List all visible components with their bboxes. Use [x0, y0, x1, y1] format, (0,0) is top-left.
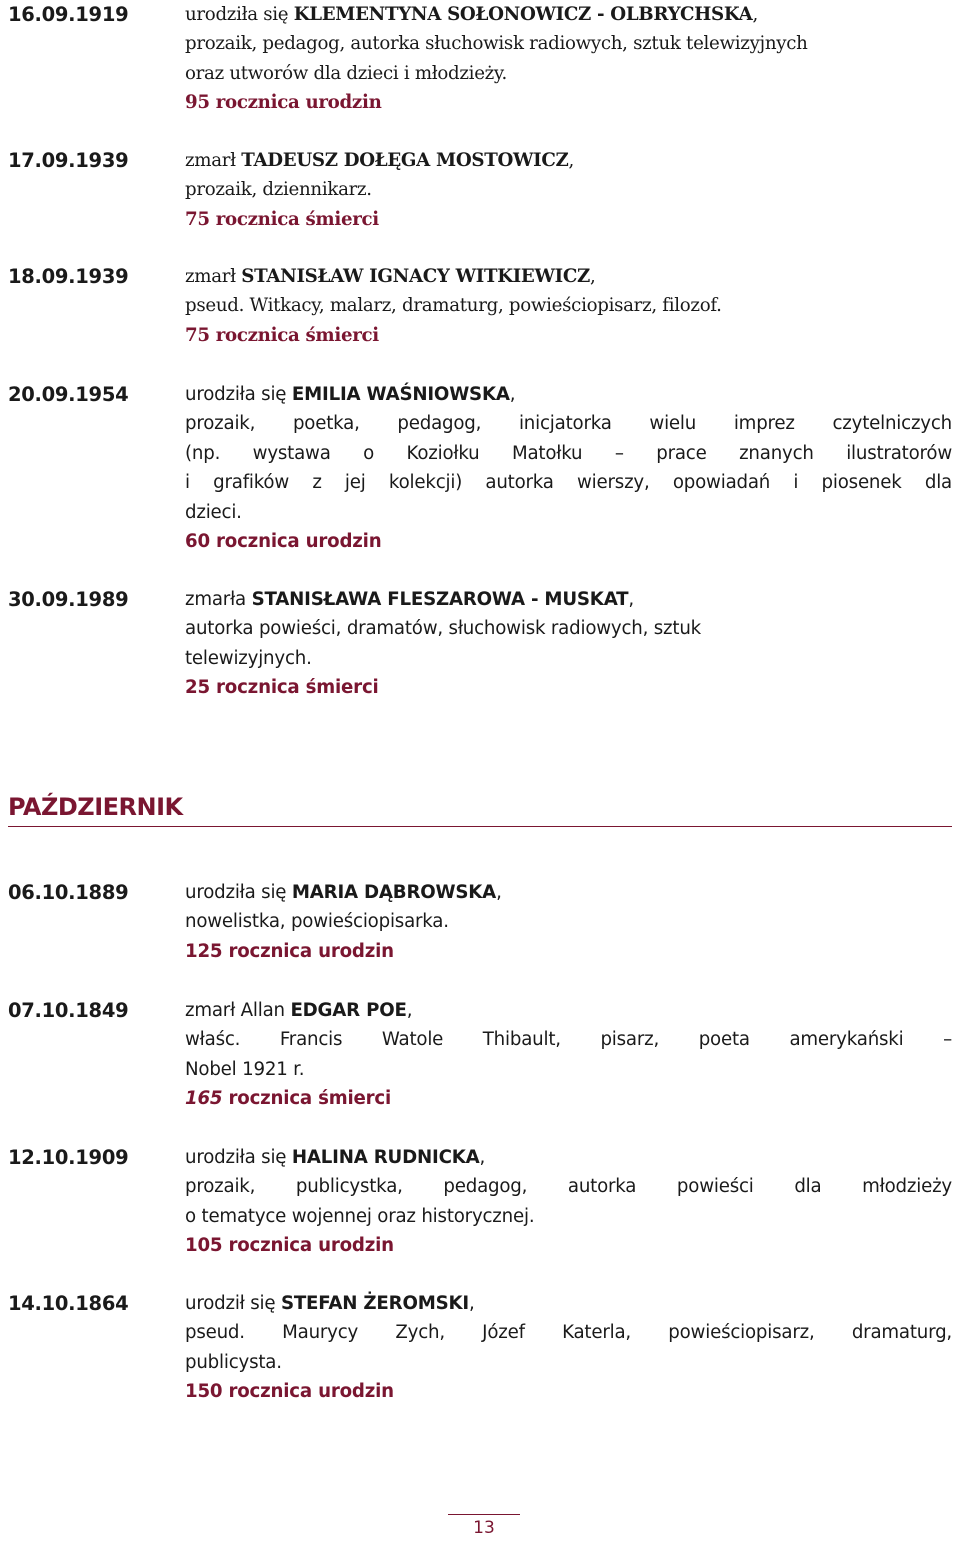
entry-date: 16.09.1919 [8, 3, 129, 26]
person-name: EMILIA WAŚNIOWSKA [291, 384, 510, 405]
entry-suffix: , [568, 150, 574, 171]
entry-content [185, 1289, 952, 1407]
entry-suffix: , [406, 1000, 413, 1021]
entry-date: 20.09.1954 [8, 383, 129, 406]
entry-suffix: , [479, 1147, 486, 1168]
entry-date: 30.09.1989 [8, 588, 129, 611]
anniversary-label: 95 rocznica urodzin [185, 92, 382, 114]
entry-suffix: , [496, 882, 502, 903]
month-heading [8, 790, 952, 827]
person-name: STANISŁAW IGNACY WITKIEWICZ [241, 266, 590, 287]
entry-content [185, 0, 952, 118]
entry-description: właśc. Francis Watole Thibault, pisarz, poeta amerykański – [185, 1029, 952, 1051]
person-name: MARIA DĄBROWSKA [291, 882, 497, 903]
person-name: STANISŁAWA FLESZAROWA - MUSKAT [251, 589, 629, 610]
entry-description: prozaik, dziennikarz. [185, 179, 372, 201]
person-name: EDGAR POE [290, 1000, 407, 1021]
entry-heading [185, 0, 952, 29]
entry-suffix: , [589, 266, 596, 287]
entry-content [185, 1143, 952, 1261]
entry-date: 07.10.1849 [8, 999, 129, 1022]
person-name: HALINA RUDNICKA [291, 1147, 480, 1168]
entry-suffix: , [752, 4, 758, 25]
entry-prefix: urodziła się [185, 384, 292, 405]
person-name: TADEUSZ DOŁĘGA MOSTOWICZ [241, 150, 569, 171]
entry-description: prozaik, pedagog, autorka słuchowisk radiowych, sztuk telewizyjnych [185, 33, 808, 55]
anniversary-label: 125 rocznica urodzin [185, 940, 394, 962]
entry-prefix: zmarł Allan [185, 1000, 291, 1021]
entry-prefix: urodziła się [185, 882, 292, 903]
entry-heading [185, 878, 952, 907]
entry-date: 18.09.1939 [8, 265, 129, 288]
entry-description: pseud. Maurycy Zych, Józef Katerla, powieściopisarz, dramaturg, [185, 1322, 952, 1344]
entry-description: nowelistka, powieściopisarka. [185, 911, 449, 933]
footer-divider [448, 1514, 520, 1515]
entry-date: 06.10.1889 [8, 881, 129, 904]
entry-description: prozaik, poetka, pedagog, inicjatorka wielu imprez czytelniczych [185, 413, 952, 435]
anniversary-label: 25 rocznica śmierci [185, 677, 379, 699]
entry-description: i grafików z jej kolekcji) autorka wierszy, opowiadań i piosenek dla [185, 472, 952, 494]
entry-date: 14.10.1864 [8, 1292, 129, 1315]
entry-content [185, 585, 952, 703]
entry-heading [185, 1289, 952, 1318]
entry-prefix: zmarł [185, 150, 242, 171]
entry-date: 17.09.1939 [8, 149, 129, 172]
anniversary-number: 165 [185, 1088, 223, 1110]
anniversary-label: 105 rocznica urodzin [185, 1235, 394, 1257]
entry-content [185, 146, 952, 234]
entry-description: (np. wystawa o Koziołku Matołku – prace znanych ilustratorów [185, 442, 952, 464]
entry-content [185, 380, 952, 556]
anniversary-text: rocznica śmierci [222, 1088, 392, 1110]
anniversary-label: 60 rocznica urodzin [185, 530, 382, 552]
entry-prefix: zmarła [185, 589, 252, 610]
entry-content [185, 996, 952, 1114]
entry-description: pseud. Witkacy, malarz, dramaturg, powieściopisarz, filozof. [185, 295, 722, 317]
entry-date: 12.10.1909 [8, 1146, 129, 1169]
entry-heading [185, 1143, 952, 1172]
person-name: KLEMENTYNA SOŁONOWICZ - OLBRYCHSKA [293, 4, 753, 25]
anniversary-label: 150 rocznica urodzin [185, 1381, 394, 1403]
entry-description: Nobel 1921 r. [185, 1058, 305, 1080]
entry-description: autorka powieści, dramatów, słuchowisk radiowych, sztuk [185, 618, 701, 640]
entry-description: dzieci. [185, 501, 242, 523]
entry-content [185, 878, 952, 966]
entry-prefix: urodził się [185, 1293, 281, 1314]
entry-suffix: , [468, 1293, 475, 1314]
entry-description: o tematyce wojennej oraz historycznej. [185, 1205, 535, 1227]
entry-prefix: urodziła się [185, 4, 294, 25]
entry-heading [185, 262, 952, 291]
entry-content [185, 262, 952, 350]
entry-heading [185, 380, 952, 409]
entry-suffix: , [628, 589, 634, 610]
entry-prefix: zmarł [185, 266, 242, 287]
entry-heading [185, 146, 952, 175]
entry-description: prozaik, publicystka, pedagog, autorka powieści dla młodzieży [185, 1176, 952, 1198]
anniversary-label: 75 rocznica śmierci [185, 324, 379, 346]
entry-heading [185, 585, 952, 614]
anniversary-label [185, 1084, 952, 1113]
anniversary-label: 75 rocznica śmierci [185, 208, 379, 230]
page-number: 13 [473, 1518, 495, 1538]
entry-description: oraz utworów dla dzieci i młodzieży. [185, 62, 507, 84]
month-heading-text: PAŹDZIERNIK [8, 793, 183, 821]
entry-prefix: urodziła się [185, 1147, 292, 1168]
entry-suffix: , [509, 384, 516, 405]
entry-description: telewizyjnych. [185, 647, 312, 669]
entry-heading [185, 996, 952, 1025]
entry-description: publicysta. [185, 1351, 282, 1373]
person-name: STEFAN ŻEROMSKI [280, 1293, 469, 1314]
